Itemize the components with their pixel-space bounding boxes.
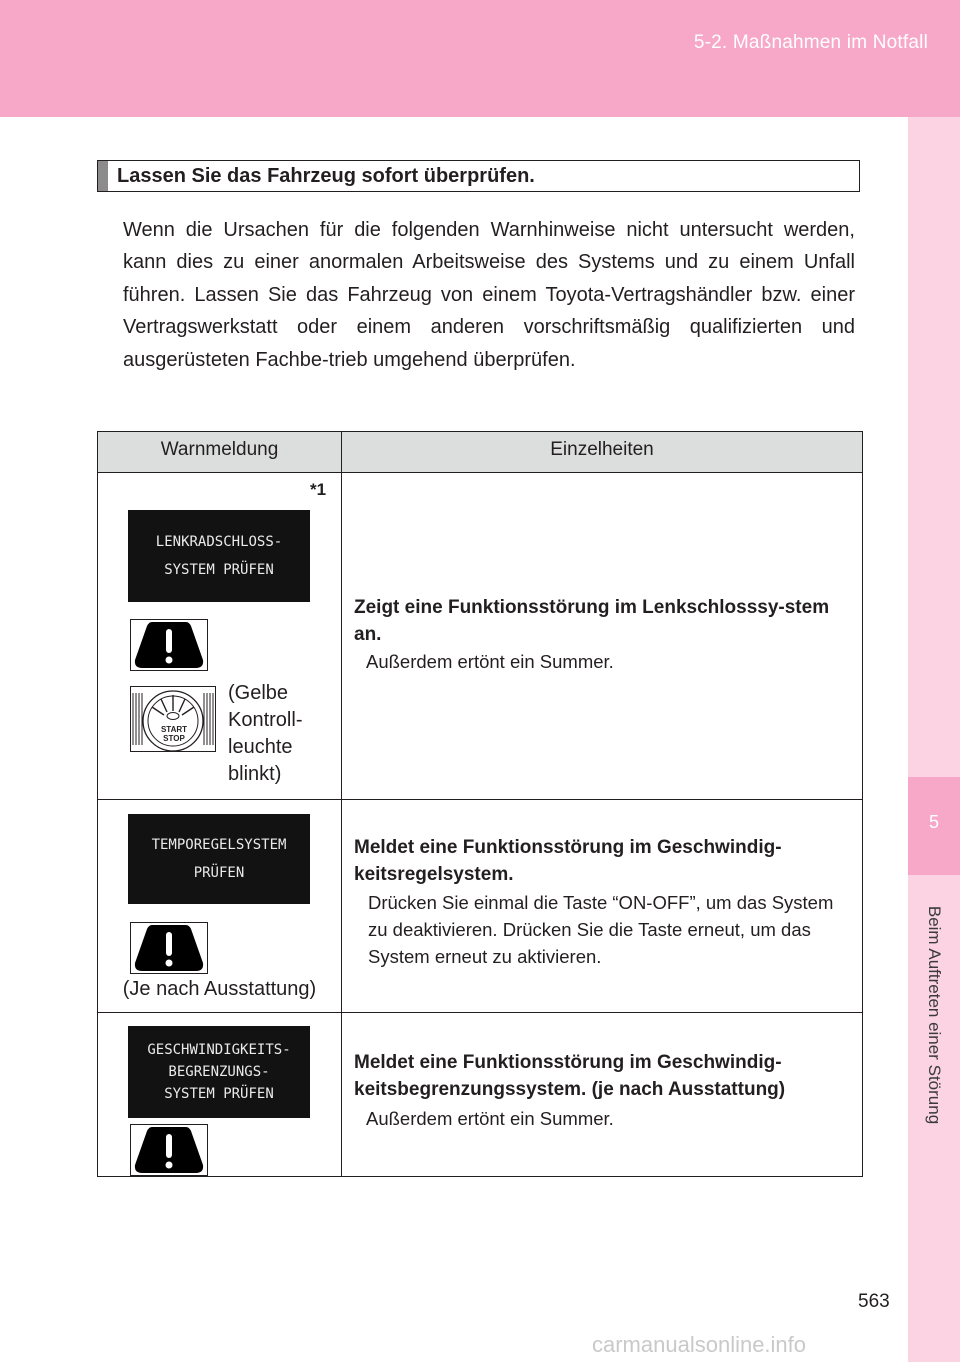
- page-number: 563: [858, 1291, 890, 1312]
- display-line: PRÜFEN: [193, 865, 245, 881]
- detail-description: Außerdem ertönt ein Summer.: [366, 1108, 614, 1129]
- exclamation-warning-icon: [130, 922, 208, 974]
- exclamation-warning-icon: [130, 1124, 208, 1176]
- section-title: 5-2. Maßnahmen im Notfall: [693, 32, 928, 53]
- detail-description: Drücken Sie einmal die Taste “ON-OFF”, um das System zu deaktivieren. Drücken Sie die Taste erneut, um das System erneut zu aktivieren.: [368, 892, 834, 967]
- chapter-title: Beim Auftreten einer Störung: [925, 905, 944, 1125]
- footnote-marker: *1: [310, 480, 327, 499]
- caution-marker: [98, 161, 108, 191]
- row-divider: [98, 799, 862, 800]
- column-divider: [341, 432, 342, 1176]
- chapter-number: 5: [928, 812, 939, 832]
- caution-paragraph: Wenn die Ursachen für die folgenden Warnhinweise nicht untersucht werden, kann dies zu einer anormalen Arbeitsweise des Systems und zu einem Unfall führen. Lassen Sie das Fahrzeug von einem Toyota-Vertragshändler bzw. einer Vertragswerkstatt oder einem anderen vorschriftsmäßig qualifizierten und ausgerüsteten Fachbe-trieb umgehend überprüfen.: [123, 219, 855, 371]
- start-stop-button-icon: [130, 686, 216, 752]
- row-divider: [98, 1012, 862, 1013]
- detail-summary: Zeigt eine Funktionsstörung im Lenkschlosssy-stem an.: [354, 597, 830, 645]
- warning-display: [128, 510, 310, 602]
- chapter-sidebar: [908, 117, 960, 1362]
- display-line: TEMPOREGELSYSTEM: [151, 837, 287, 853]
- indicator-note: (Gelbe Kontroll- leuchte blinkt): [228, 682, 303, 785]
- warning-display: [128, 814, 310, 904]
- display-line: BEGRENZUNGS-: [168, 1064, 270, 1080]
- table-header: [98, 432, 862, 473]
- watermark: carmanualsonline.info: [592, 1332, 807, 1357]
- start-stop-label: START STOP: [160, 725, 188, 743]
- equipment-note: (Je nach Ausstattung): [122, 978, 317, 1000]
- exclamation-warning-icon: [130, 619, 208, 671]
- column-header-warnmeldung: Warnmeldung: [160, 439, 279, 460]
- display-line: LENKRADSCHLOSS-: [155, 534, 283, 550]
- warning-table: [97, 431, 863, 1177]
- caution-title: Lassen Sie das Fahrzeug sofort überprüfen.: [117, 164, 535, 187]
- detail-description: Außerdem ertönt ein Summer.: [366, 651, 614, 672]
- display-line: SYSTEM PRÜFEN: [164, 1086, 274, 1102]
- display-line: GESCHWINDIGKEITS-: [147, 1042, 291, 1058]
- caution-heading-box: [97, 160, 860, 192]
- detail-summary: Meldet eine Funktionsstörung im Geschwindig-keitsregelsystem.: [354, 837, 782, 885]
- header-band: [0, 0, 960, 117]
- detail-summary: Meldet eine Funktionsstörung im Geschwindig-keitsbegrenzungssystem. (je nach Ausstattung): [354, 1052, 786, 1100]
- display-line: SYSTEM PRÜFEN: [164, 562, 274, 578]
- warning-display: [128, 1026, 310, 1118]
- column-header-einzelheiten: Einzelheiten: [550, 439, 654, 460]
